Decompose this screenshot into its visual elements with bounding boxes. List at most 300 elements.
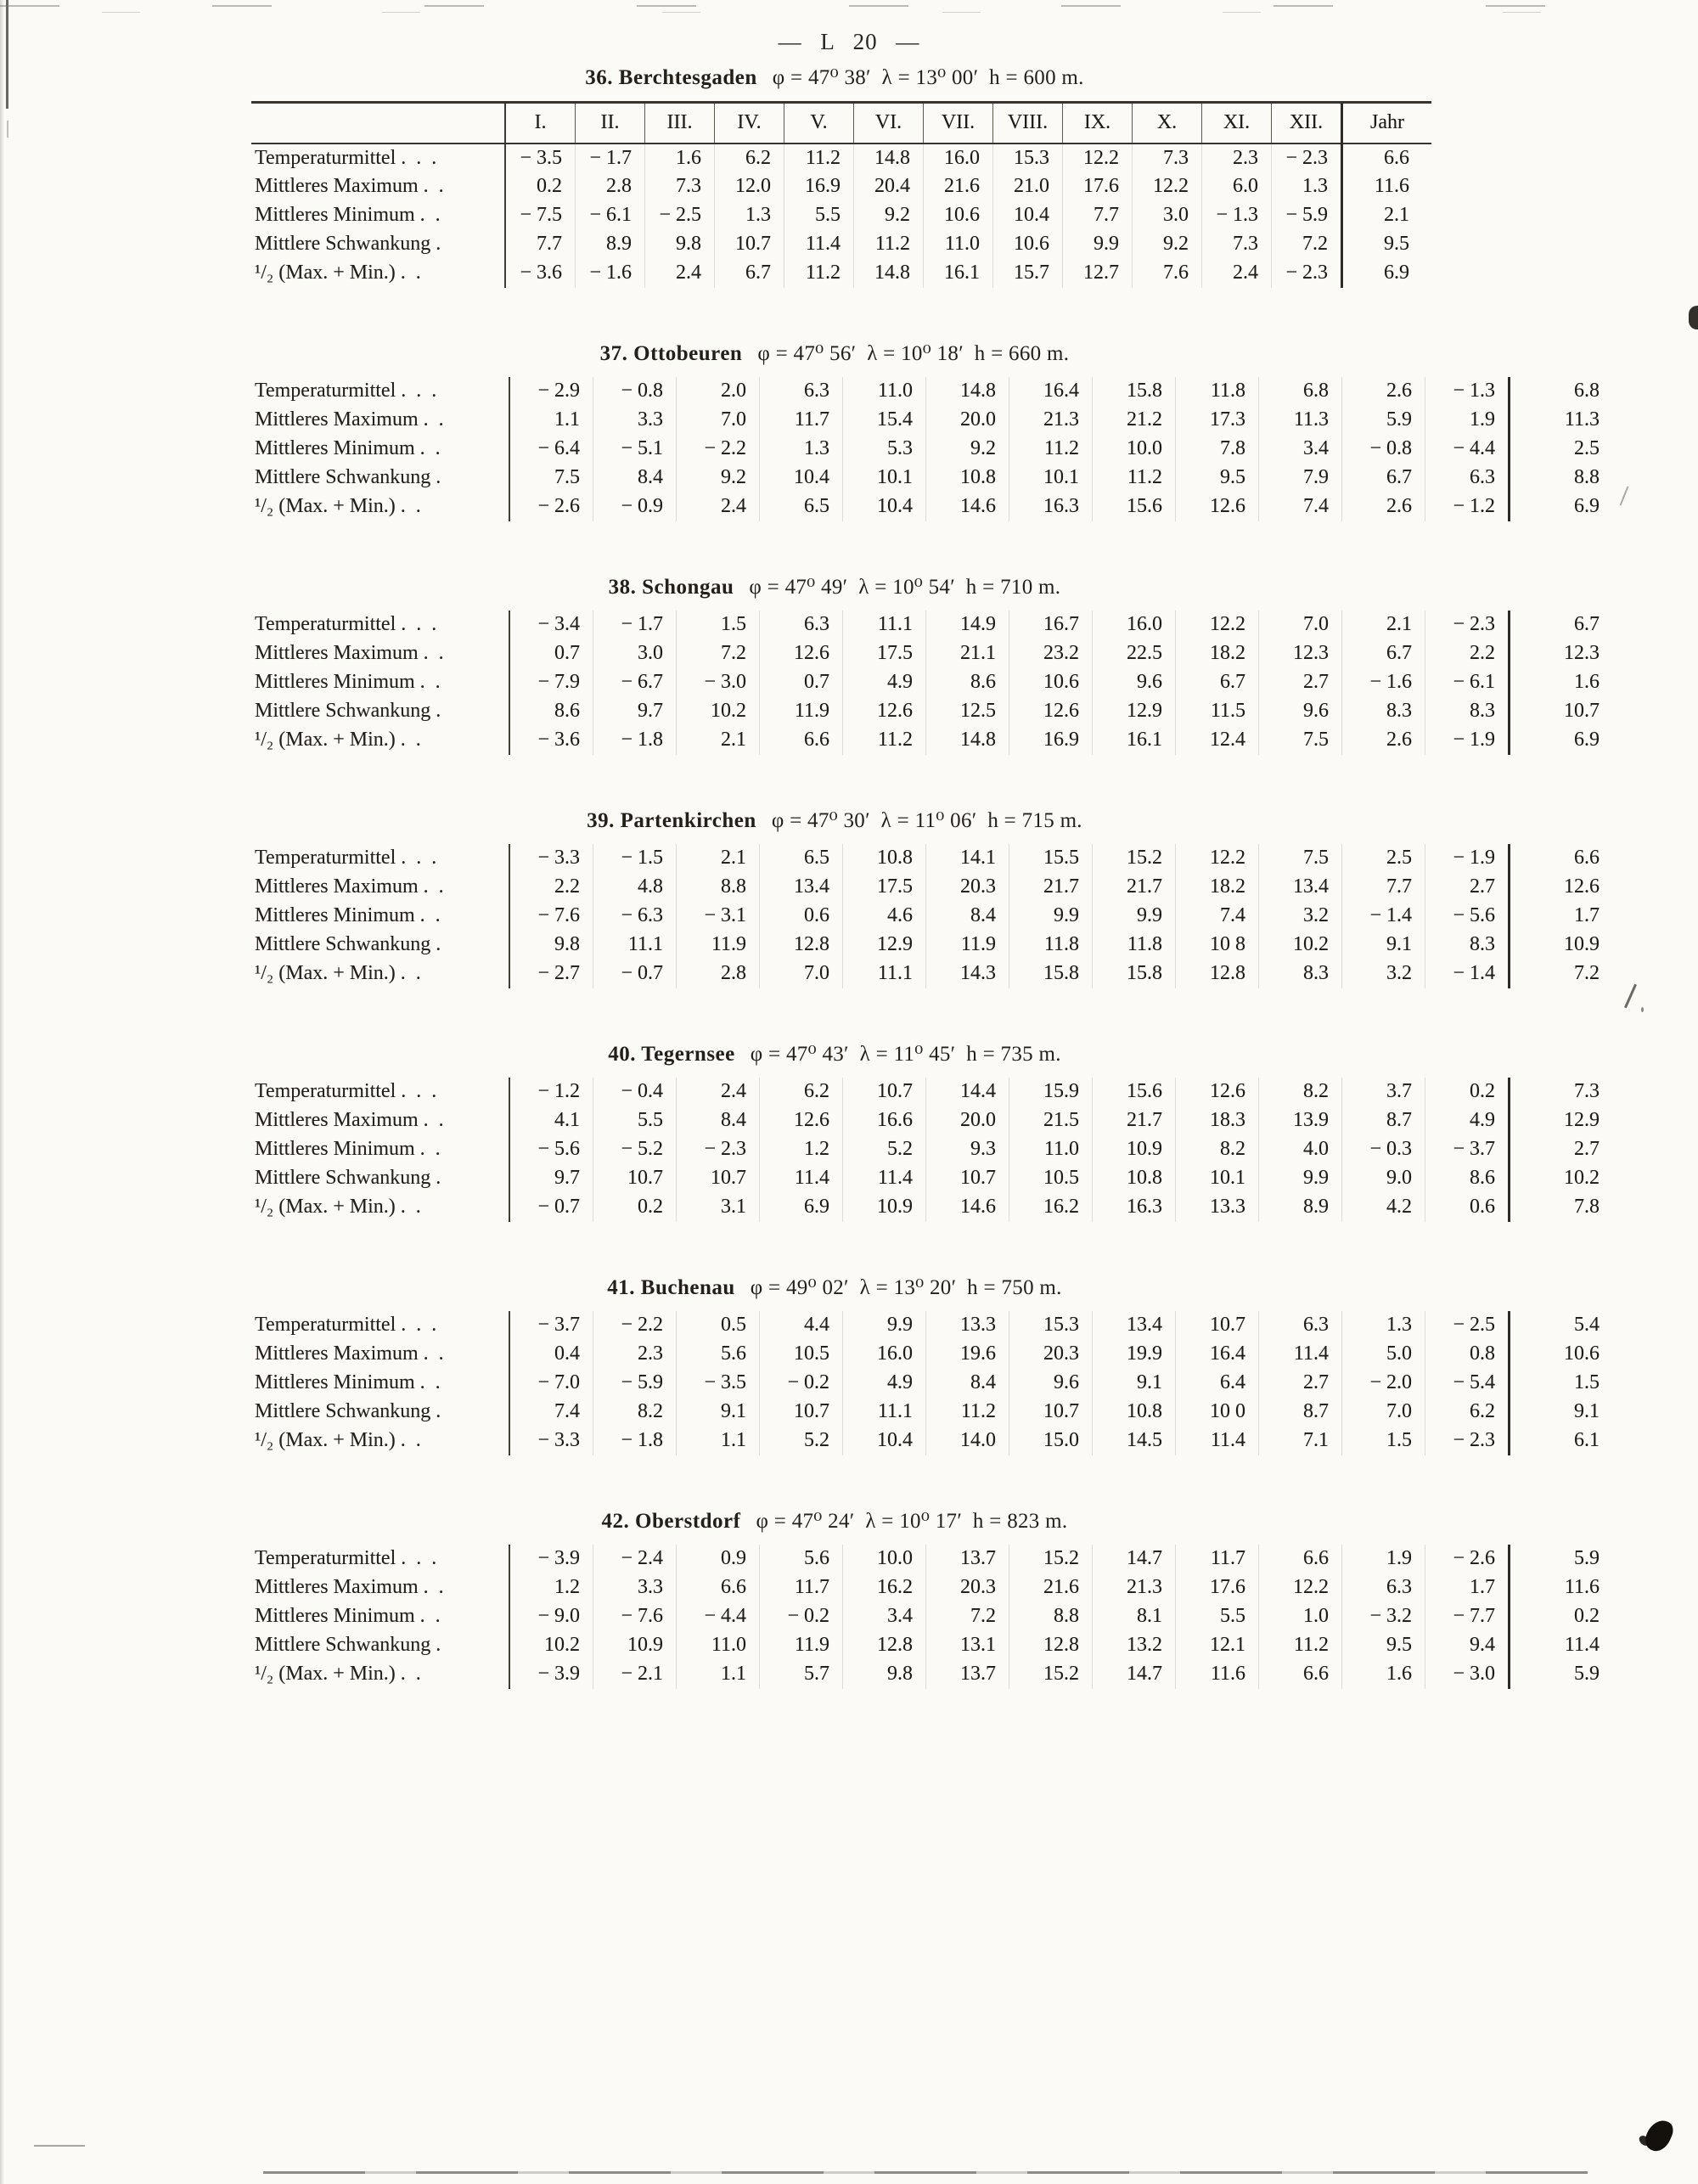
row-label: Mittlere Schwankung . (255, 700, 441, 722)
value-cell: 17.6 (1176, 1573, 1259, 1602)
value-cell: 1.3 (760, 435, 843, 464)
value-cell: 11.8 (1176, 377, 1259, 406)
value-cell: 4.4 (760, 1311, 843, 1340)
value-cell: 11.8 (1093, 931, 1176, 960)
table-row (251, 1311, 1622, 1340)
value-cell: − 1.3 (1202, 201, 1272, 230)
value-cell: 11.0 (924, 230, 993, 259)
value-cell: 1.3 (1342, 1311, 1425, 1340)
value-cell: − 0.7 (509, 1193, 593, 1222)
value-cell: 21.6 (924, 172, 993, 201)
value-cell: 21.2 (1093, 406, 1176, 435)
value-cell: 0.9 (677, 1545, 760, 1573)
value-cell: 15.2 (1009, 1660, 1093, 1689)
row-label: Mittlere Schwankung . (255, 233, 441, 255)
value-cell: 15.9 (1009, 1078, 1093, 1106)
value-cell: − 0.3 (1342, 1135, 1425, 1164)
column-header: IX. (1063, 103, 1133, 144)
value-cell: 10.7 (593, 1164, 677, 1193)
value-cell: 8.3 (1425, 931, 1510, 960)
value-cell: 6.9 (1342, 259, 1432, 288)
value-cell: − 6.4 (509, 435, 593, 464)
value-cell: 7.5 (1259, 726, 1342, 755)
scan-artifact-left-line (6, 0, 8, 109)
value-cell: − 2.7 (509, 960, 593, 988)
value-cell: − 0.4 (593, 1078, 677, 1106)
value-cell: 16.0 (1093, 611, 1176, 639)
value-cell: − 5.1 (593, 435, 677, 464)
column-header: X. (1133, 103, 1202, 144)
value-cell: 9.6 (1259, 697, 1342, 726)
value-cell: − 2.3 (1272, 259, 1342, 288)
row-label: Mittlere Schwankung . (255, 1634, 441, 1656)
station-section (251, 808, 1600, 988)
table-row (251, 639, 1622, 668)
table-body (251, 611, 1622, 755)
value-cell: 0.5 (677, 1311, 760, 1340)
value-cell: 7.2 (677, 639, 760, 668)
value-cell: 6.6 (1510, 844, 1622, 873)
value-cell: 3.4 (843, 1602, 926, 1631)
value-cell: 18.3 (1176, 1106, 1259, 1135)
value-cell: 11.2 (1093, 464, 1176, 493)
value-cell: 10.7 (1009, 1398, 1093, 1427)
value-cell: 1.3 (1272, 172, 1342, 201)
value-cell: 16.4 (1176, 1340, 1259, 1369)
value-cell: 10.5 (1009, 1164, 1093, 1193)
value-cell: − 3.1 (677, 902, 760, 931)
value-cell: 1.1 (509, 406, 593, 435)
value-cell: 12.0 (715, 172, 784, 201)
value-cell: 15.3 (1009, 1311, 1093, 1340)
value-cell: 11.2 (854, 230, 924, 259)
table-body (251, 844, 1622, 988)
value-cell: 19.6 (926, 1340, 1009, 1369)
value-cell: − 5.9 (593, 1369, 677, 1398)
table-row (251, 377, 1622, 406)
value-cell: 10.8 (843, 844, 926, 873)
value-cell: 13.3 (1176, 1193, 1259, 1222)
value-cell: 13.9 (1259, 1106, 1342, 1135)
value-cell: 8.3 (1259, 960, 1342, 988)
value-cell: 15.7 (993, 259, 1063, 288)
value-cell: 7.3 (1510, 1078, 1622, 1106)
value-cell: 9.2 (926, 435, 1009, 464)
value-cell: 10.1 (1009, 464, 1093, 493)
value-cell: − 1.6 (576, 259, 645, 288)
column-header: III. (645, 103, 715, 144)
value-cell: 10.0 (843, 1545, 926, 1573)
value-cell: 10.8 (926, 464, 1009, 493)
row-label: Mittleres Minimum . . (255, 437, 441, 459)
table-row (251, 406, 1622, 435)
value-cell: 11.8 (1009, 931, 1093, 960)
column-header: XII. (1272, 103, 1342, 144)
value-cell: 1.2 (760, 1135, 843, 1164)
value-cell: 21.6 (1009, 1573, 1093, 1602)
value-cell: 7.0 (677, 406, 760, 435)
value-cell: 21.3 (1093, 1573, 1176, 1602)
value-cell: 9.5 (1342, 230, 1432, 259)
value-cell: 6.9 (1510, 726, 1622, 755)
table-row (251, 1078, 1622, 1106)
value-cell: 8.4 (926, 902, 1009, 931)
value-cell: 9.2 (677, 464, 760, 493)
value-cell: 21.7 (1093, 873, 1176, 902)
station-coords: φ = 47⁰ 49′ λ = 10⁰ 54′ h = 710 m. (749, 575, 1061, 599)
value-cell: 12.9 (1093, 697, 1176, 726)
value-cell: 6.7 (1342, 464, 1425, 493)
value-cell: 20.3 (926, 1573, 1009, 1602)
column-header: VII. (924, 103, 993, 144)
value-cell: 15.2 (1093, 844, 1176, 873)
value-cell: 7.3 (645, 172, 715, 201)
station-data-table (251, 101, 1431, 288)
value-cell: 10.7 (1176, 1311, 1259, 1340)
value-cell: 2.3 (1202, 144, 1272, 172)
value-cell: 5.7 (760, 1660, 843, 1689)
value-cell: 19.9 (1093, 1340, 1176, 1369)
row-label: ¹/₂ (Max. + Min.) . . (255, 1663, 421, 1685)
scan-artifact-dot-mark (1641, 1007, 1644, 1012)
station-name: 37. Ottobeuren (599, 341, 743, 365)
value-cell: − 2.2 (677, 435, 760, 464)
value-cell: 4.1 (509, 1106, 593, 1135)
station-section (251, 574, 1600, 755)
station-name: 36. Berchtesgaden (585, 66, 757, 89)
value-cell: − 3.3 (509, 1427, 593, 1455)
table-body (251, 1078, 1622, 1222)
scan-artifact-right-blot (1689, 306, 1698, 329)
value-cell: 1.6 (1510, 668, 1622, 697)
value-cell: 0.2 (1425, 1078, 1510, 1106)
value-cell: − 6.1 (1425, 668, 1510, 697)
value-cell: 2.7 (1259, 668, 1342, 697)
value-cell: 6.6 (1259, 1545, 1342, 1573)
value-cell: 10.6 (1510, 1340, 1622, 1369)
value-cell: 2.1 (1342, 201, 1432, 230)
value-cell: 12.2 (1176, 611, 1259, 639)
value-cell: − 3.3 (509, 844, 593, 873)
value-cell: 5.5 (593, 1106, 677, 1135)
value-cell: − 5.6 (1425, 902, 1510, 931)
value-cell: 6.5 (760, 844, 843, 873)
value-cell: 20.4 (854, 172, 924, 201)
value-cell: 6.5 (760, 493, 843, 521)
table-row (251, 1573, 1622, 1602)
table-row (251, 1135, 1622, 1164)
value-cell: 16.7 (1009, 611, 1093, 639)
value-cell: 10.4 (993, 201, 1063, 230)
value-cell: 9.1 (1342, 931, 1425, 960)
value-cell: 12.6 (1176, 1078, 1259, 1106)
value-cell: 11.9 (677, 931, 760, 960)
value-cell: 10.5 (760, 1340, 843, 1369)
value-cell: 3.0 (593, 639, 677, 668)
value-cell: 6.3 (1342, 1573, 1425, 1602)
value-cell: 1.7 (1425, 1573, 1510, 1602)
value-cell: 4.9 (1425, 1106, 1510, 1135)
value-cell: 1.6 (645, 144, 715, 172)
value-cell: 21.3 (1009, 406, 1093, 435)
row-label: Mittleres Maximum . . (255, 875, 444, 898)
value-cell: 8.4 (677, 1106, 760, 1135)
value-cell: 2.7 (1259, 1369, 1342, 1398)
value-cell: 6.4 (1176, 1369, 1259, 1398)
table-row (251, 201, 1431, 230)
value-cell: 10.2 (1259, 931, 1342, 960)
value-cell: 6.0 (1202, 172, 1272, 201)
table-row (251, 873, 1622, 902)
value-cell: 5.5 (784, 201, 854, 230)
value-cell: 10.6 (1009, 668, 1093, 697)
value-cell: 8.7 (1342, 1106, 1425, 1135)
station-coords: φ = 47⁰ 56′ λ = 10⁰ 18′ h = 660 m. (757, 341, 1070, 365)
value-cell: 16.2 (1009, 1193, 1093, 1222)
value-cell: 10.6 (924, 201, 993, 230)
value-cell: 10.2 (1510, 1164, 1622, 1193)
value-cell: 9.3 (926, 1135, 1009, 1164)
value-cell: − 2.1 (593, 1660, 677, 1689)
value-cell: 2.8 (576, 172, 645, 201)
value-cell: 15.6 (1093, 493, 1176, 521)
scan-artifact-slash-mark-2 (1624, 984, 1637, 1009)
value-cell: 11.2 (784, 259, 854, 288)
value-cell: 14.1 (926, 844, 1009, 873)
value-cell: 9.9 (1093, 902, 1176, 931)
value-cell: 6.7 (1176, 668, 1259, 697)
value-cell: 2.5 (1342, 844, 1425, 873)
value-cell: 12.6 (760, 639, 843, 668)
value-cell: 15.8 (1093, 960, 1176, 988)
value-cell: − 1.5 (593, 844, 677, 873)
value-cell: − 7.6 (593, 1602, 677, 1631)
value-cell: − 1.2 (1425, 493, 1510, 521)
value-cell: 11.4 (760, 1164, 843, 1193)
value-cell: 1.5 (1510, 1369, 1622, 1398)
value-cell: 15.0 (1009, 1427, 1093, 1455)
scan-artifact-top-dashes (0, 5, 1698, 7)
value-cell: − 3.5 (677, 1369, 760, 1398)
value-cell: 4.9 (843, 1369, 926, 1398)
value-cell: 1.3 (715, 201, 784, 230)
value-cell: 7.3 (1133, 144, 1202, 172)
value-cell: 12.8 (760, 931, 843, 960)
row-label: Temperaturmittel . . . (255, 613, 437, 635)
row-label: Mittleres Maximum . . (255, 175, 444, 197)
value-cell: 16.9 (1009, 726, 1093, 755)
value-cell: 9.8 (843, 1660, 926, 1689)
value-cell: − 2.4 (593, 1545, 677, 1573)
value-cell: 4.6 (843, 902, 926, 931)
value-cell: 11.7 (760, 1573, 843, 1602)
value-cell: 0.2 (1510, 1602, 1622, 1631)
station-title (251, 1041, 1418, 1067)
station-title (251, 574, 1418, 599)
table-row (251, 1631, 1622, 1660)
value-cell: 12.9 (1510, 1106, 1622, 1135)
value-cell: 5.9 (1510, 1545, 1622, 1573)
value-cell: 10.4 (760, 464, 843, 493)
value-cell: 21.5 (1009, 1106, 1093, 1135)
value-cell: 9.9 (1063, 230, 1133, 259)
row-label: Mittlere Schwankung . (255, 466, 441, 488)
value-cell: 6.2 (1425, 1398, 1510, 1427)
column-header: II. (576, 103, 645, 144)
value-cell: 6.2 (715, 144, 784, 172)
table-body (251, 377, 1622, 521)
value-cell: 7.9 (1259, 464, 1342, 493)
value-cell: 11.4 (1176, 1427, 1259, 1455)
value-cell: − 7.9 (509, 668, 593, 697)
value-cell: 21.7 (1009, 873, 1093, 902)
row-label: Temperaturmittel . . . (255, 1080, 437, 1102)
scan-artifact-left-tick (7, 121, 8, 138)
value-cell: 6.2 (760, 1078, 843, 1106)
value-cell: − 0.7 (593, 960, 677, 988)
station-section (251, 1041, 1600, 1222)
value-cell: 0.7 (509, 639, 593, 668)
row-label: Temperaturmittel . . . (255, 847, 437, 869)
value-cell: − 3.7 (1425, 1135, 1510, 1164)
value-cell: 11.0 (677, 1631, 760, 1660)
value-cell: − 3.6 (505, 259, 576, 288)
value-cell: 17.5 (843, 873, 926, 902)
value-cell: 10.7 (1510, 697, 1622, 726)
value-cell: 6.7 (1342, 639, 1425, 668)
value-cell: 11.1 (593, 931, 677, 960)
table-row (251, 493, 1622, 521)
value-cell: 4.2 (1342, 1193, 1425, 1222)
value-cell: 10.8 (1093, 1398, 1176, 1427)
value-cell: 8.2 (1259, 1078, 1342, 1106)
table-row (251, 902, 1622, 931)
value-cell: 2.0 (677, 377, 760, 406)
value-cell: 12.2 (1063, 144, 1133, 172)
value-cell: − 2.3 (1272, 144, 1342, 172)
value-cell: 7.5 (1259, 844, 1342, 873)
value-cell: 1.7 (1510, 902, 1622, 931)
value-cell: 11.2 (784, 144, 854, 172)
row-label: ¹/₂ (Max. + Min.) . . (255, 1196, 421, 1218)
value-cell: 9.9 (843, 1311, 926, 1340)
value-cell: 15.6 (1093, 1078, 1176, 1106)
value-cell: 7.7 (505, 230, 576, 259)
station-title (251, 808, 1418, 833)
value-cell: − 0.9 (593, 493, 677, 521)
station-coords: φ = 47⁰ 30′ λ = 11⁰ 06′ h = 715 m. (771, 808, 1082, 832)
value-cell: 14.4 (926, 1078, 1009, 1106)
value-cell: 13.7 (926, 1660, 1009, 1689)
value-cell: 2.4 (677, 493, 760, 521)
value-cell: 10.4 (843, 493, 926, 521)
value-cell: 7.6 (1133, 259, 1202, 288)
value-cell: 8.9 (1259, 1193, 1342, 1222)
value-cell: 11.3 (1510, 406, 1622, 435)
value-cell: 5.9 (1510, 1660, 1622, 1689)
value-cell: 9.1 (1510, 1398, 1622, 1427)
page-number-header: — L 20 — (778, 29, 920, 54)
station-name: 41. Buchenau (607, 1275, 735, 1299)
value-cell: 0.7 (760, 668, 843, 697)
station-name: 42. Oberstdorf (601, 1509, 741, 1533)
value-cell: 5.5 (1176, 1602, 1259, 1631)
station-data-table (251, 1311, 1622, 1455)
value-cell: 7.0 (1342, 1398, 1425, 1427)
value-cell: 12.3 (1259, 639, 1342, 668)
value-cell: 16.0 (843, 1340, 926, 1369)
table-row (251, 230, 1431, 259)
value-cell: 2.4 (645, 259, 715, 288)
value-cell: 14.5 (1093, 1427, 1176, 1455)
value-cell: 4.8 (593, 873, 677, 902)
value-cell: 14.7 (1093, 1660, 1176, 1689)
value-cell: 12.2 (1259, 1573, 1342, 1602)
value-cell: 7.0 (760, 960, 843, 988)
station-title (251, 1275, 1418, 1300)
value-cell: 2.4 (1202, 259, 1272, 288)
value-cell: 7.2 (1272, 230, 1342, 259)
value-cell: 22.5 (1093, 639, 1176, 668)
value-cell: 12.7 (1063, 259, 1133, 288)
station-section (251, 341, 1600, 521)
value-cell: − 3.2 (1342, 1602, 1425, 1631)
station-title (251, 1508, 1418, 1534)
value-cell: − 6.7 (593, 668, 677, 697)
value-cell: − 3.0 (677, 668, 760, 697)
value-cell: 11.4 (784, 230, 854, 259)
value-cell: 11.4 (843, 1164, 926, 1193)
table-body (251, 1545, 1622, 1689)
value-cell: 12.6 (1009, 697, 1093, 726)
value-cell: − 2.0 (1342, 1369, 1425, 1398)
value-cell: 20.3 (926, 873, 1009, 902)
value-cell: 7.4 (509, 1398, 593, 1427)
value-cell: 8.2 (593, 1398, 677, 1427)
value-cell: 8.7 (1259, 1398, 1342, 1427)
value-cell: 2.3 (593, 1340, 677, 1369)
column-header: I. (505, 103, 576, 144)
value-cell: 7.4 (1176, 902, 1259, 931)
value-cell: 14.8 (854, 259, 924, 288)
value-cell: 10.9 (593, 1631, 677, 1660)
value-cell: 9.8 (509, 931, 593, 960)
value-cell: − 5.4 (1425, 1369, 1510, 1398)
value-cell: 12.9 (843, 931, 926, 960)
value-cell: 8.8 (1009, 1602, 1093, 1631)
value-cell: 11.2 (926, 1398, 1009, 1427)
value-cell: 7.7 (1063, 201, 1133, 230)
value-cell: 18.2 (1176, 873, 1259, 902)
value-cell: 0.8 (1425, 1340, 1510, 1369)
value-cell: 3.3 (593, 1573, 677, 1602)
column-header: Jahr (1342, 103, 1432, 144)
table-row (251, 172, 1431, 201)
value-cell: 12.2 (1176, 844, 1259, 873)
value-cell: 11.6 (1342, 172, 1432, 201)
station-coords: φ = 47⁰ 24′ λ = 10⁰ 17′ h = 823 m. (756, 1509, 1068, 1533)
value-cell: − 3.0 (1425, 1660, 1510, 1689)
scan-artifact-top-dashes-2 (102, 12, 1545, 13)
value-cell: − 3.5 (505, 144, 576, 172)
value-cell: 14.8 (854, 144, 924, 172)
value-cell: 11.1 (843, 960, 926, 988)
table-row (251, 1398, 1622, 1427)
scan-artifact-ink-blot (1641, 2116, 1676, 2155)
value-cell: 2.1 (677, 726, 760, 755)
table-row (251, 668, 1622, 697)
value-cell: 3.7 (1342, 1078, 1425, 1106)
